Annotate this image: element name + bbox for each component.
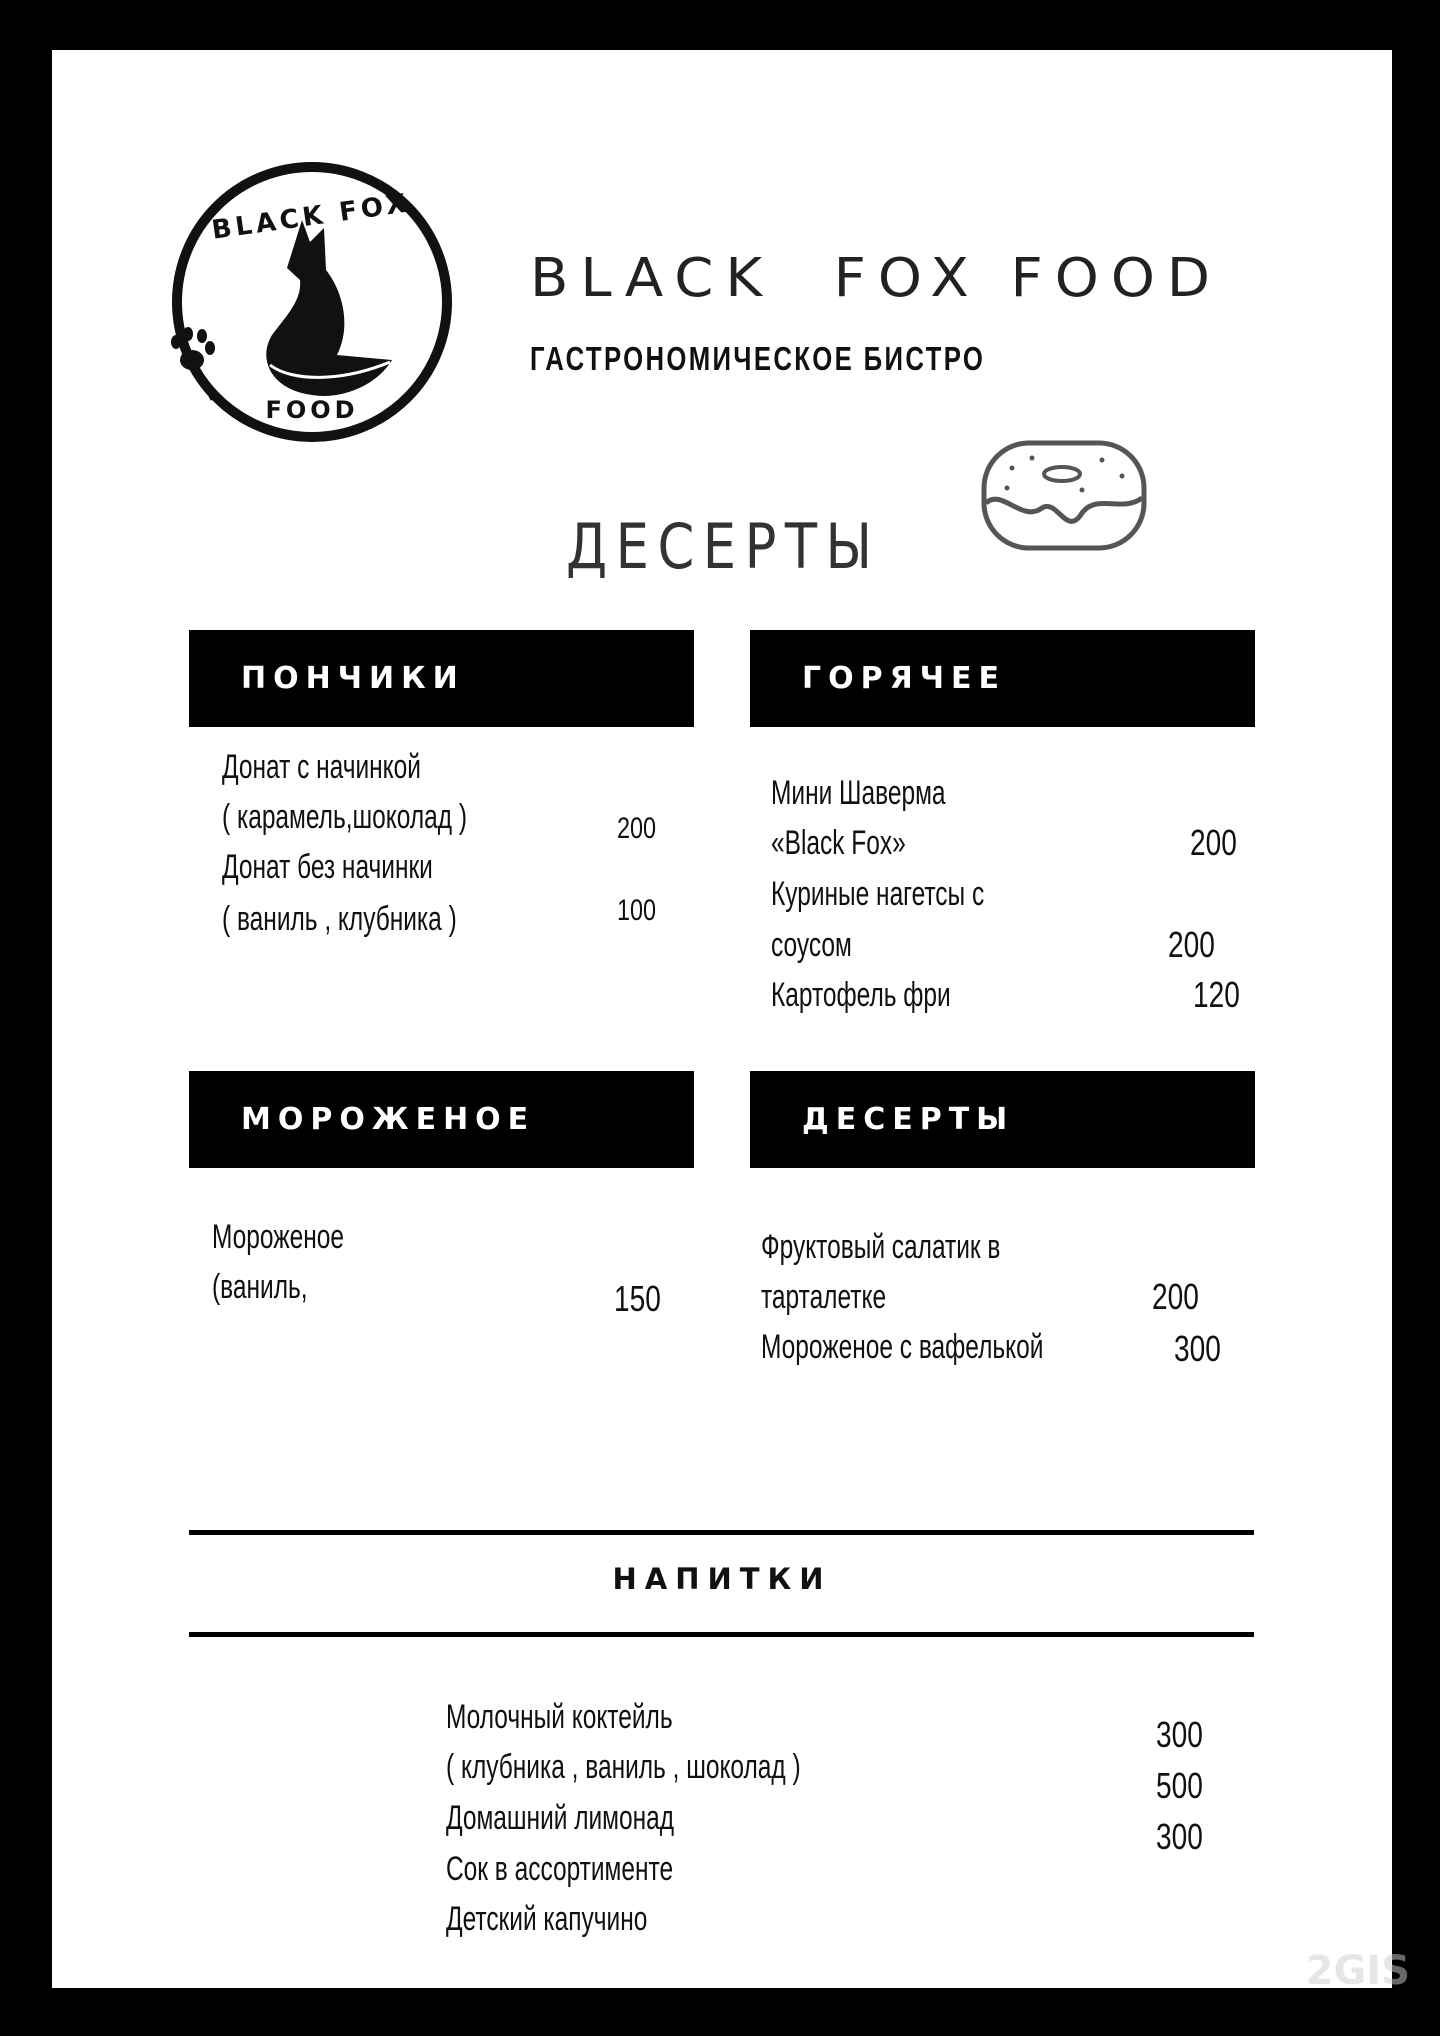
menu-item-line: Картофель фри xyxy=(771,976,951,1014)
menu-item-price: 300 xyxy=(1174,1328,1221,1369)
page-heading: ДЕСЕРТЫ xyxy=(566,510,881,583)
menu-item-price: 200 xyxy=(1168,924,1215,965)
drink-line: Молочный коктейль xyxy=(446,1698,673,1736)
menu-item-line: Мороженое xyxy=(212,1218,344,1256)
brand-subtitle: ГАСТРОНОМИЧЕСКОЕ БИСТРО xyxy=(530,340,986,377)
svg-text:BLACK FOX: BLACK FOX xyxy=(209,188,412,246)
divider-bottom xyxy=(189,1632,1254,1637)
menu-item-price: 200 xyxy=(1152,1276,1199,1317)
menu-item-line: тарталетке xyxy=(761,1278,887,1316)
drink-price: 300 xyxy=(1156,1714,1203,1755)
menu-item-line: «Black Fox» xyxy=(771,824,906,862)
fox-logo-icon xyxy=(152,150,462,460)
menu-item-line: Мини Шаверма xyxy=(771,774,946,812)
menu-item-price: 200 xyxy=(617,812,657,845)
donut-icon xyxy=(972,428,1152,578)
menu-item-price: 200 xyxy=(1190,822,1237,863)
drink-line: ( клубника , ваниль , шоколад ) xyxy=(446,1748,801,1786)
drink-line: Детский капучино xyxy=(446,1900,648,1938)
menu-item-line: соусом xyxy=(771,926,852,964)
category-donuts-header: ПОНЧИКИ xyxy=(189,630,694,727)
menu-page xyxy=(52,50,1392,1988)
category-icecream-header: МОРОЖЕНОЕ xyxy=(189,1071,694,1168)
menu-item-line: (ваниль, xyxy=(212,1268,308,1306)
menu-item-price: 150 xyxy=(614,1278,661,1319)
menu-item-line: Мороженое с вафелькой xyxy=(761,1328,1044,1366)
menu-item-line: Куриные нагетсы с xyxy=(771,875,985,913)
watermark: 2GIS xyxy=(1305,1948,1410,1994)
svg-text:FOOD: FOOD xyxy=(265,396,359,424)
drink-price: 300 xyxy=(1156,1816,1203,1857)
drink-line: Домашний лимонад xyxy=(446,1799,675,1837)
menu-item-line: ( ваниль , клубника ) xyxy=(222,900,457,938)
menu-item-line: ( карамель,шоколад ) xyxy=(222,798,467,836)
drinks-title: НАПИТКИ xyxy=(612,1562,832,1596)
drink-line: Сок в ассортименте xyxy=(446,1850,674,1888)
category-desserts-header: ДЕСЕРТЫ xyxy=(750,1071,1255,1168)
menu-item-price: 120 xyxy=(1193,974,1240,1015)
drink-price: 500 xyxy=(1156,1765,1203,1806)
menu-item-line: Фруктовый салатик в xyxy=(761,1228,1001,1266)
menu-item-price: 100 xyxy=(617,894,657,927)
divider-top xyxy=(189,1530,1254,1535)
menu-item-line: Донат с начинкой xyxy=(222,748,421,786)
brand-title: BLACK FOX FOOD xyxy=(530,247,1223,310)
menu-item-line: Донат без начинки xyxy=(222,848,433,886)
category-hot-header: ГОРЯЧЕЕ xyxy=(750,630,1255,727)
